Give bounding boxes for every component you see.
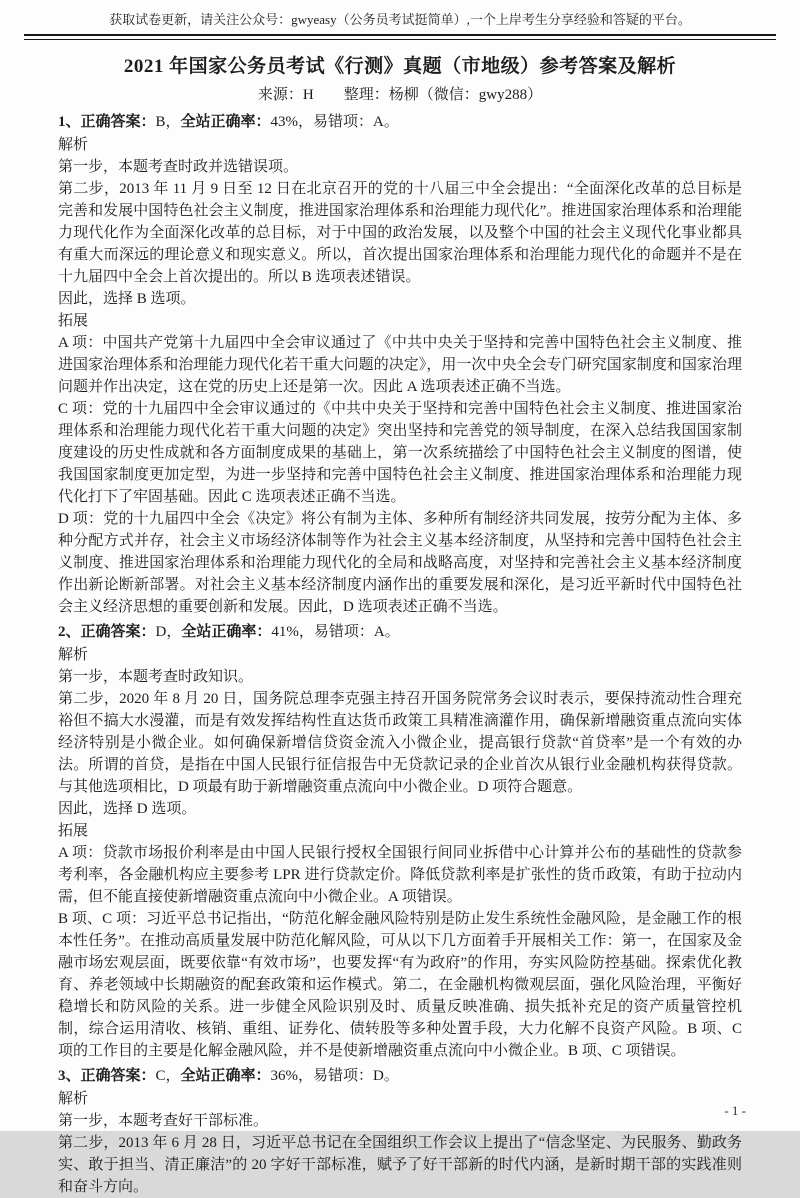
question-block-3 [58, 1065, 742, 1198]
accuracy-label: 全站正确率： [181, 624, 272, 640]
answer-value: D， [155, 624, 182, 640]
paragraph-step2: 第二步，2020 年 8 月 20 日，国务院总理李克强主持召开国务院常务会议时表示，要保持流动性合理充裕但不搞大水漫灌，而是有效发挥结构性直达货币政策工具精准滴灌作用，确保新增融资重点流向实体经济特别是小微企业。如何确保新增信贷资金流入小微企业，提高银行贷款“首贷率”是一个有效的办法。所谓的首贷，是指在中国人民银行征信报告中无贷款记录的企业首次从银行业金融机构获得贷款。与其他选项相比，D 项最有助于新增融资重点流向中小微企业。D 项符合题意。 [58, 691, 742, 795]
question-1-heading [58, 111, 742, 133]
question-3-heading [58, 1065, 742, 1087]
paragraph-step2: 第二步，2013 年 6 月 28 日，习近平总书记在全国组织工作会议上提出了“信念坚定、为民服务、勤政务实、敢于担当、清正廉洁”的 20 字好干部标准，赋予了好干部新的时代内涵，是新时期干部的实践准则和奋斗方向。 [58, 1135, 742, 1195]
document-body [58, 111, 742, 1198]
paragraph-option-c: C 项：党的十九届四中全会审议通过的《中共中央关于坚持和完善中国特色社会主义制度、推进国家治理体系和治理能力现代化若干重大问题的决定》突出坚持和完善党的领导制度，在深入总结我国国家制度建设的历史性成就和各方面制度成果的基础上，第一次系统描绘了中国特色社会主义制度的图谱，使我国国家制度更加定型，为进一步坚持和完善中国特色社会主义制度、推进国家治理体系和治理能力现代化打下了牢固基础。因此 C 选项表述正确不当选。 [58, 401, 742, 505]
accuracy-value: 43%， [270, 114, 314, 130]
answer-value: B， [155, 114, 181, 130]
question-2-heading [58, 621, 742, 643]
section-label-analysis: 解析 [58, 1091, 89, 1107]
confusable-option: 易错项：A。 [313, 624, 400, 640]
accuracy-label: 全站正确率： [180, 1068, 271, 1084]
page-title: 2021 年国家公务员考试《行测》真题（市地级）参考答案及解析 [123, 56, 677, 77]
confusable-option: 易错项：A。 [313, 114, 399, 130]
header-notice: 获取试卷更新，请关注公众号：gwyeasy（公务员考试挺简单）,一个上岸考生分享经验和答疑的平台。 [109, 12, 691, 27]
paragraph-step1: 第一步，本题考查时政知识。 [58, 669, 254, 685]
accuracy-value: 41%， [271, 624, 314, 640]
paragraph-option-a: A 项：贷款市场报价利率是由中国人民银行授权全国银行间同业拆借中心计算并公布的基础性的贷款参考利率，各金融机构应主要参考 LPR 进行贷款定价。降低贷款利率是扩张性的货币政策，有助于拉动内需，但不能直接使新增融资重点流向中小微企业。A 项错误。 [58, 845, 742, 905]
section-label-analysis: 解析 [58, 647, 89, 663]
paragraph-conclusion: 因此，选择 B 选项。 [58, 291, 196, 307]
paragraph-option-bc: B 项、C 项：习近平总书记指出，“防范化解金融风险特别是防止发生系统性金融风险，是金融工作的根本性任务”。在推动高质量发展中防范化解风险，可从以下几方面着手开展相关工作：第一，在国家及金融市场宏观层面，既要依靠“有效市场”，也要发挥“有为政府”的作用，夯实风险防控基础。探索优化教育、养老领域中长期融资的配套政策和运作模式。第二，在金融机构微观层面，强化风险治理，平衡好稳增长和防风险的关系。进一步健全风险识别及时、质量反映准确、损失抵补充足的资产质量管控机制，综合运用清收、核销、重组、证券化、债转股等多种处置手段，大力化解不良资产风险。B 项、C 项的工作目的主要是化解金融风险，并不是使新增融资重点流向中小微企业。B 项、C 项错误。 [58, 911, 742, 1059]
accuracy-value: 36%， [270, 1068, 314, 1084]
section-label-extension: 拓展 [58, 823, 89, 839]
paragraph-step1: 第一步，本题考查时政并选错误项。 [58, 159, 299, 175]
paragraph-option-a: A 项：中国共产党第十九届四中全会审议通过了《中共中央关于坚持和完善中国特色社会主义制度、推进国家治理体系和治理能力现代化若干重大问题的决定》，用一次中央全会专门研究国家制度和国家治理问题并作出决定，这在党的历史上还是第一次。因此 A 选项表述正确不当选。 [58, 335, 742, 395]
paragraph-conclusion: 因此，选择 D 选项。 [58, 801, 197, 817]
answer-label: 1、正确答案： [58, 114, 156, 130]
byline-source: 来源：H [257, 87, 314, 103]
header-divider [24, 34, 776, 40]
answer-value: C， [155, 1068, 181, 1084]
footer-page-number: - 1 - [724, 1103, 746, 1118]
section-label-extension: 拓展 [58, 313, 89, 329]
answer-label: 3、正确答案： [58, 1068, 156, 1084]
answer-label: 2、正确答案： [58, 624, 156, 640]
byline-editor: 整理：杨柳（微信：gwy288） [343, 87, 543, 103]
question-block-2 [58, 621, 742, 1062]
section-label-analysis: 解析 [58, 137, 89, 153]
question-block-1 [58, 111, 742, 618]
accuracy-label: 全站正确率： [180, 114, 271, 130]
paragraph-step1: 第一步，本题考查好干部标准。 [58, 1113, 269, 1129]
confusable-option: 易错项：D。 [313, 1068, 399, 1084]
byline [0, 83, 800, 104]
paragraph-step2: 第二步，2013 年 11 月 9 日至 12 日在北京召开的党的十八届三中全会提出：“全面深化改革的总目标是完善和发展中国特色社会主义制度，推进国家治理体系和治理能力现代化”。推进国家治理体系和治理能力现代化作为全面深化改革的总目标，对于中国的政治发展，以及整个中国的社会主义现代化事业都具有重大而深远的理论意义和现实意义。所以，首次提出国家治理体系和治理能力现代化的命题并不是在十九届四中全会上首次提出的。所以 B 选项表述错误。 [58, 181, 742, 285]
paragraph-option-d: D 项：党的十九届四中全会《决定》将公有制为主体、多种所有制经济共同发展，按劳分配为主体、多种分配方式并存，社会主义市场经济体制等作为社会主义基本经济制度，从坚持和完善中国特色社会主义制度、推进国家治理体系和治理能力现代化的全局和战略高度，对坚持和完善社会主义基本经济制度作出新论断新部署。对社会主义基本经济制度内涵作出的重要发展和深化，是习近平新时代中国特色社会主义经济思想的重要创新和发展。因此，D 选项表述正确不当选。 [58, 511, 742, 615]
